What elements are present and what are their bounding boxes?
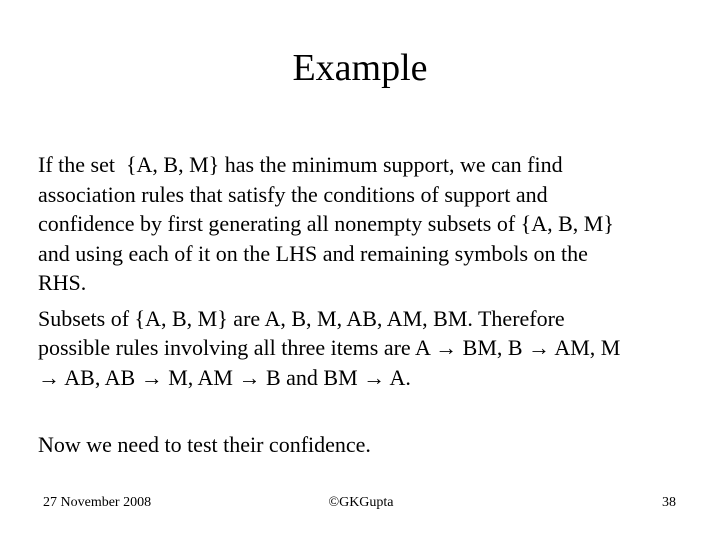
footer-page-number: 38 (662, 495, 676, 510)
body-paragraph-subsets-intro: If the set {A, B, M} has the minimum support, we can find association rules that satisfy the conditions of support and confidence by first generating all nonempty subsets of {A, B, M} and using each of it on the LHS and remaining symbols on the RHS. (38, 152, 614, 295)
footer-copyright (0, 494, 720, 512)
body-paragraph-confidence: Now we need to test their confidence. (38, 432, 371, 457)
slide-body (38, 150, 698, 460)
footer-copyright-text: ©GKGupta (328, 495, 394, 510)
slide-title (0, 44, 720, 92)
slide-title-text: Example (292, 47, 428, 89)
footer-date: 27 November 2008 (43, 495, 152, 510)
body-paragraph-rules: Subsets of {A, B, M} are A, B, M, AB, AM, BM. Therefore possible rules involving all three items are A → BM, B → AM, M → AB, AB → M, AM → B and BM → A. (38, 305, 621, 390)
